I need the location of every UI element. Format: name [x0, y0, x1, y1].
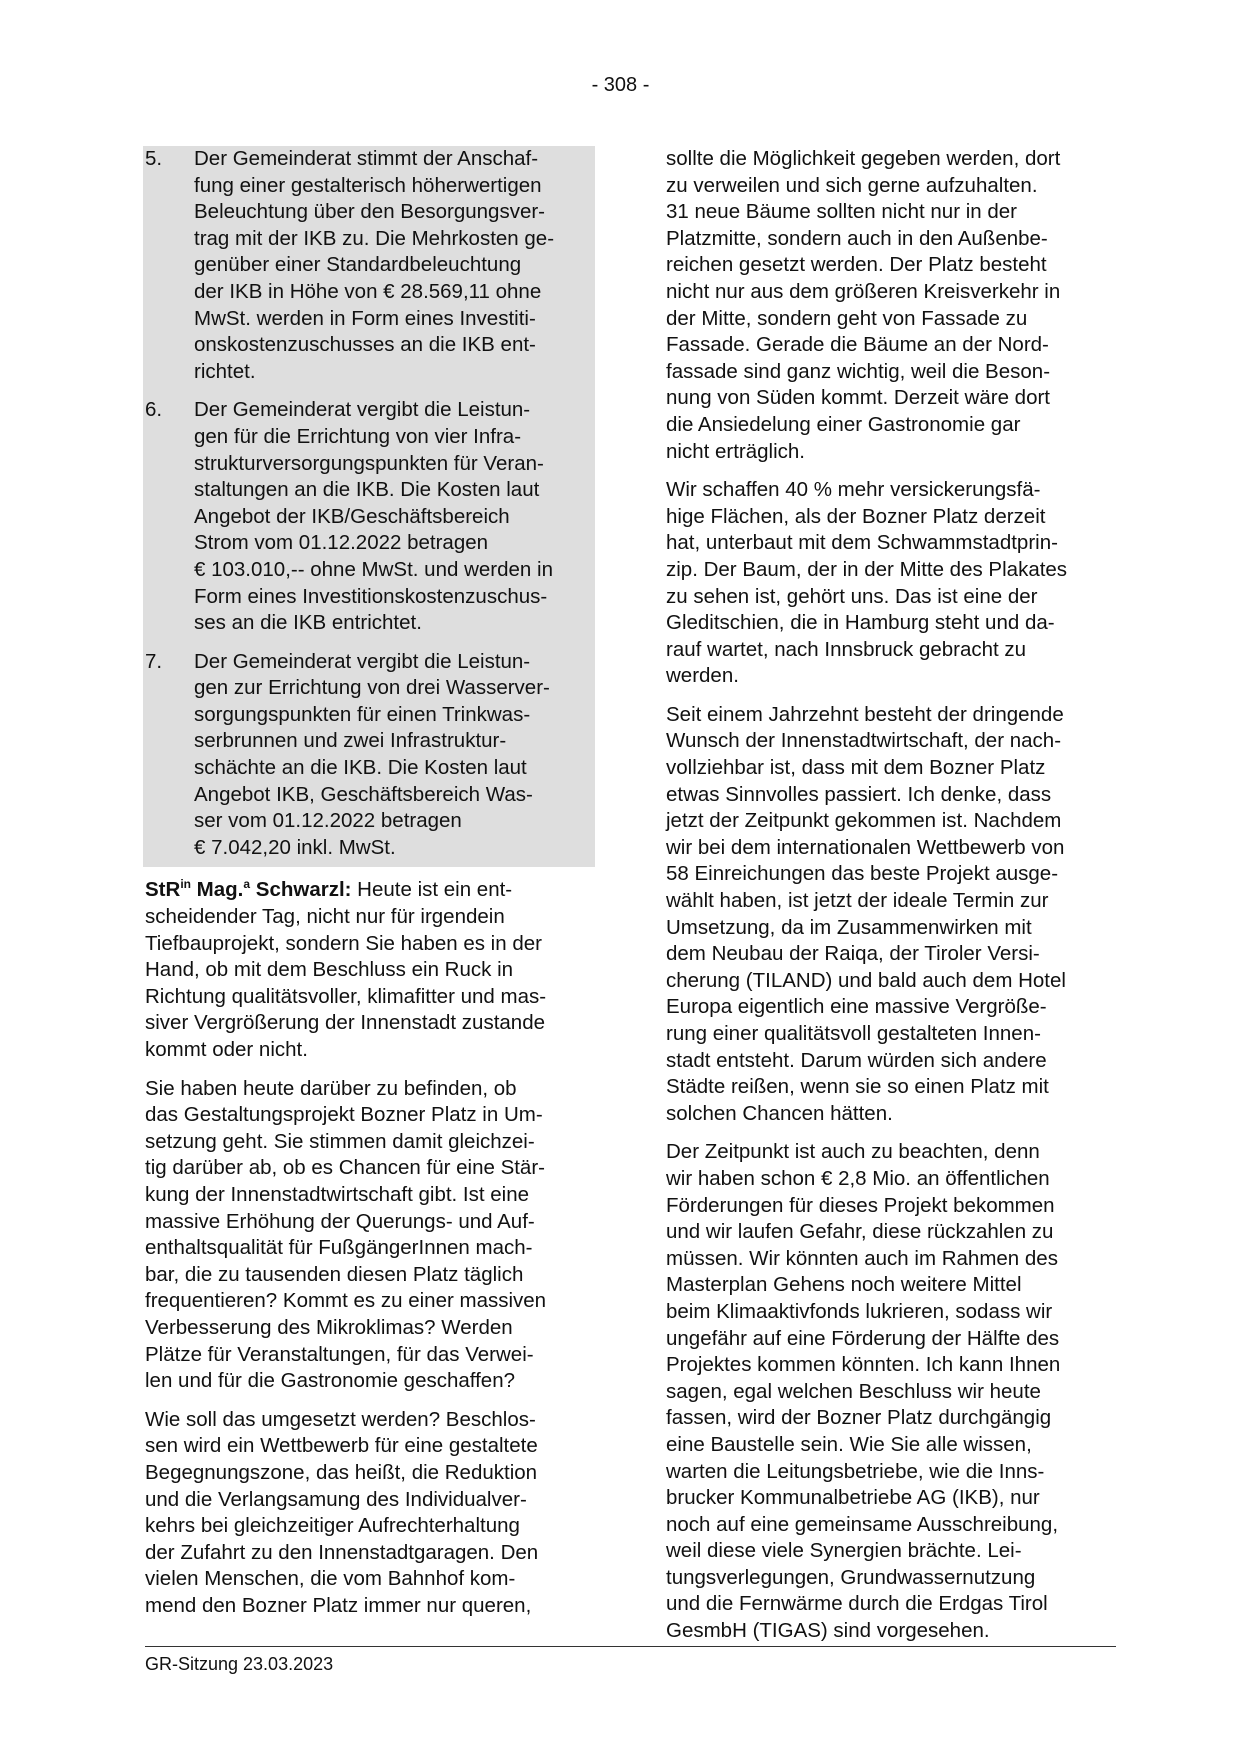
- item-text: Der Gemeinderat vergibt die Leistun- gen für die Errichtung von vier Infra- strukturversorgungspunkten für Veran- staltungen an die IKB. Die Kosten laut Angebot der IKB/Geschäftsbereich Strom vom 01.12.2022 betragen € 103.010,-- ohne MwSt. und werden in Form eines Investitionskostenzuschus- ses an die IKB entrichtet.: [194, 398, 553, 635]
- speech-paragraph: Wir schaffen 40 % mehr versickerungsfä- hige Flächen, als der Bozner Platz derzeit hat, unterbaut mit dem Schwammstadtprin- zip. Der Baum, der in der Mitte des Plakates zu sehen ist, gehört uns. Das ist eine der Gleditschien, die in Hamburg steht und da- rauf wartet, nach Innsbruck gebracht zu werden.: [666, 478, 1068, 688]
- footer-session-date: GR-Sitzung 23.03.2023: [145, 1654, 334, 1674]
- item-number: 7.: [145, 649, 163, 673]
- resolution-list: [143, 146, 595, 867]
- speech-paragraph: sollte die Möglichkeit gegeben werden, dort zu verweilen und sich gerne aufzuhalten. 31 neue Bäume sollten nicht nur in der Platzmitte, sondern auch in den Außenbe- reichen gesetzt werden. Der Platz besteht nicht nur aus dem größeren Kreisverkehr in der Mitte, sondern geht von Fassade zu Fassade. Gerade die Bäume an der Nord- fassade sind ganz wichtig, weil die Beson- nung von Süden kommt. Derzeit wäre dort die Ansiedelung einer Gastronomie gar nicht erträglich.: [666, 147, 1061, 463]
- left-column: [145, 146, 595, 1631]
- speech-paragraph: Wie soll das umgesetzt werden? Beschlos- sen wird ein Wettbewerb für eine gestaltete Begegnungszone, das heißt, die Reduktion und die Verlangsamung des Individualver- kehrs bei gleichzeitiger Aufrechterhaltung der Zufahrt zu den Innenstadtgaragen. Den vielen Menschen, die vom Bahnhof kom- mend den Bozner Platz immer nur queren,: [145, 1407, 539, 1617]
- right-column: [666, 146, 1106, 1657]
- item-text: Der Gemeinderat vergibt die Leistun- gen zur Errichtung von drei Wasserver- sorgungspunkten für einen Trinkwas- serbrunnen und zwei Infrastruktur- schächte an die IKB. Die Kosten laut Angebot IKB, Geschäftsbereich Was- ser vom 01.12.2022 betragen € 7.042,20 inkl. MwSt.: [194, 649, 550, 859]
- resolution-item-5: [145, 146, 593, 385]
- item-number: 5.: [145, 147, 163, 170]
- speaker-name: StR$^{in}$ Mag.$^a$ Schwarzl:: [145, 877, 352, 902]
- speech-paragraph: Der Zeitpunkt ist auch zu beachten, denn wir haben schon € 2,8 Mio. an öffentlichen Förderungen für dieses Projekt bekommen und wir laufen Gefahr, diese rückzahlen zu müssen. Wir könnten auch im Rahmen des Masterplan Gehens noch weitere Mittel beim Klimaaktivfonds lukrieren, sodass wir ungefähr auf eine Förderung der Hälfte des Projektes kommen könnten. Ich kann Ihnen sagen, egal welchen Beschluss wir heute fassen, wird der Bozner Platz durchgängig eine Baustelle sein. Wie Sie alle wissen, warten die Leitungsbetriebe, wie die Inns- brucker Kommunalbetriebe AG (IKB), nur noch auf eine gemeinsame Ausschreibung, weil diese viele Synergien brächte. Lei- tungsverlegungen, Grundwassernutzung und die Fernwärme durch die Erdgas Tirol GesmbH (TIGAS) sind vorgesehen.: [666, 1140, 1061, 1643]
- speech-paragraph: Sie haben heute darüber zu befinden, ob das Gestaltungsprojekt Bozner Platz in Um- setzung geht. Sie stimmen damit gleichzei- tig darüber ab, ob es Chancen für eine Stär- kung der Innenstadtwirtschaft gibt. Ist eine massive Erhöhung der Querungs- und Auf- enthaltsqualität für FußgängerInnen mach- bar, die zu tausenden diesen Platz täglich frequentieren? Kommt es zu einer massiven Verbesserung des Mikroklimas? Werden Plätze für Veranstaltungen, für das Verwei- len und für die Gastronomie geschaffen?: [145, 1076, 547, 1393]
- item-text: Der Gemeinderat stimmt der Anschaf- fung einer gestalterisch höherwertigen Beleuchtung über den Besorgungsver- trag mit der IKB zu. Die Mehrkosten ge- genüber einer Standardbeleuchtung der IKB in Höhe von € 28.569,11 ohne MwSt. werden in Form eines Investiti- onskostenzuschusses an die IKB ent- richtet.: [194, 147, 555, 383]
- resolution-item-6: [145, 397, 593, 636]
- speech-paragraph: StR$^{in}$ Mag.$^a$ Schwarzl: Heute ist ein ent- scheidender Tag, nicht nur für irgendein Tiefbauprojekt, sondern Sie haben es in der Hand, ob mit dem Beschluss ein Ruck in Richtung qualitätsvoller, klimafitter und mas- siver Vergrößerung der Innenstadt zustande kommt oder nicht.: [145, 877, 547, 1061]
- page-number: - 308 -: [591, 74, 650, 96]
- footer-divider: [145, 1646, 1116, 1647]
- resolution-item-7: [145, 649, 593, 862]
- speech-paragraph: Seit einem Jahrzehnt besteht der dringende Wunsch der Innenstadtwirtschaft, der nach- vollziehbar ist, dass mit dem Bozner Platz etwas Sinnvolles passiert. Ich denke, dass jetzt der Zeitpunkt gekommen ist. Nachdem wir bei dem internationalen Wettbewerb von 58 Einreichungen das beste Projekt ausge- wählt haben, ist jetzt der ideale Termin zur Umsetzung, da im Zusammenwirken mit dem Neubau der Raiqa, der Tiroler Versi- cherung (TILAND) und bald auch dem Hotel Europa eigentlich eine massive Vergröße- rung einer qualitätsvoll gestalteten Innen- stadt entsteht. Darum würden sich andere Städte reißen, wenn sie so einen Platz mit solchen Chancen hätten.: [666, 702, 1066, 1125]
- item-number: 6.: [145, 398, 163, 422]
